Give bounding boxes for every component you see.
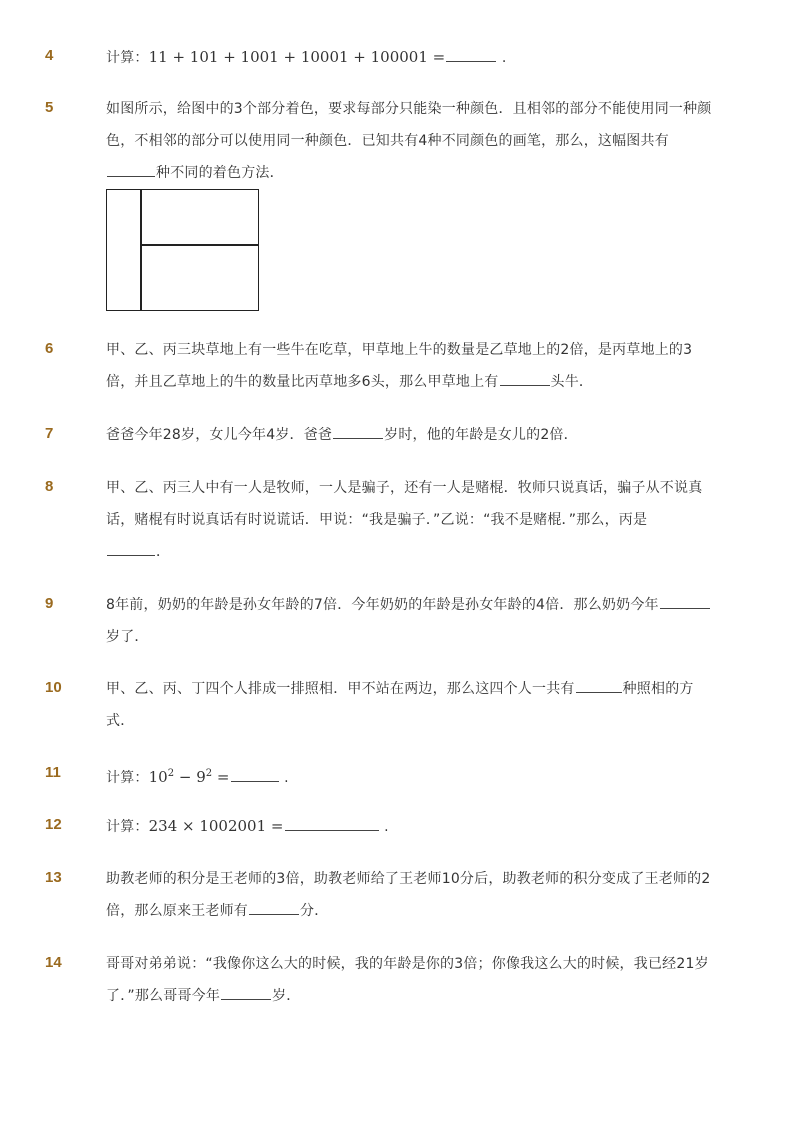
text-line: 色，不相邻的部分可以使用同一种颜色．已知共有4种不同颜色的画笔，那么，这幅图共有 [106,133,669,149]
answer-blank [107,541,155,556]
text-segment: 分． [300,903,329,919]
question-number: 7 [45,425,54,442]
text-segment: . [384,819,389,835]
answer-blank [500,371,550,386]
text-segment: 计算： [106,819,149,835]
question-number: 12 [45,816,62,833]
answer-blank [660,594,710,609]
question-text [106,41,718,73]
text-segment: 头牛． [550,374,594,390]
text-segment: 计算： [106,770,149,786]
text-segment: 倍，那么原来王老师有 [106,903,248,919]
text-segment: ． [156,544,171,560]
question-text [106,419,718,451]
figure-divider-horizontal [140,244,258,246]
answer-blank [107,162,155,177]
text-segment: 爸爸今年28岁，女儿今年4岁．爸爸 [106,427,333,443]
text-line: 话，赌棍有时说真话有时说谎话．甲说：“我是骗子．”乙说：“我不是赌棍．”那么，丙是 [106,512,648,528]
math-exponent: 2 [205,768,213,779]
question-number: 13 [45,869,62,886]
math-expression: 11 + 101 + 1001 + 10001 + 100001 = [148,48,446,66]
text-segment: 岁． [272,988,301,1004]
answer-blank [333,424,383,439]
text-segment: 8年前，奶奶的年龄是孙女年龄的7倍．今年奶奶的年龄是孙女年龄的4倍．那么奶奶今年 [106,597,659,613]
answer-blank [576,678,622,693]
text-segment: 了．”那么哥哥今年 [106,988,221,1004]
question-text [106,334,718,398]
question-number: 6 [45,340,54,357]
text-line: 哥哥对弟弟说：“我像你这么大的时候，我的年龄是你的3倍；你像我这么大的时候，我已经21岁 [106,956,709,972]
text-segment: 倍，并且乙草地上的牛的数量比丙草地多6头，那么甲草地上有 [106,374,499,390]
text-segment: 甲、乙、丙、丁四个人排成一排照相．甲不站在两边，那么这四个人一共有 [106,681,575,697]
math-operator: = [216,768,230,786]
question-text [106,673,718,737]
question-number: 4 [45,47,54,64]
question-number: 10 [45,679,62,696]
text-line: 甲、乙、丙三块草地上有一些牛在吃草，甲草地上牛的数量是乙草地上的2倍，是丙草地上的3 [106,342,693,358]
question-text [106,810,718,842]
math-expression: 234 × 1002001 = [148,817,284,835]
question-number: 9 [45,595,54,612]
coloring-figure [106,189,259,311]
text-line: 甲、乙、丙三人中有一人是牧师，一人是骗子，还有一人是赌棍．牧师只说真话，骗子从不说真 [106,480,703,496]
text-segment: 计算： [106,50,149,66]
math-exponent: 2 [167,768,175,779]
answer-blank [221,985,271,1000]
text-segment: . [501,50,507,66]
question-number: 8 [45,478,54,495]
answer-blank [446,47,496,62]
figure-divider-vertical [140,190,142,310]
answer-blank [231,767,279,782]
text-segment: 岁时，他的年龄是女儿的2倍． [384,427,578,443]
question-text [106,863,718,927]
text-segment: 种不同的着色方法． [156,165,284,181]
text-line: 岁了． [106,629,149,645]
answer-blank [285,816,379,831]
math-expression [149,768,230,786]
math-operator: − [178,768,192,786]
question-text [106,948,718,1012]
question-text [106,589,718,653]
text-line: 助教老师的积分是王老师的3倍，助教老师给了王老师10分后，助教老师的积分变成了王老师的2 [106,871,711,887]
question-number: 11 [45,764,61,781]
question-text [106,93,718,189]
text-segment: 种照相的方 [622,681,694,697]
question-number: 14 [45,954,62,971]
question-text [106,472,718,568]
text-line: 式． [106,713,135,729]
question-text [106,758,718,790]
text-segment: . [284,770,289,786]
text-line: 如图所示，给图中的3个部分着色，要求每部分只能染一种颜色．且相邻的部分不能使用同一种颜 [106,101,712,117]
question-number: 5 [45,99,54,116]
math-base: 9 [196,768,206,786]
answer-blank [249,900,299,915]
math-base: 10 [148,768,168,786]
